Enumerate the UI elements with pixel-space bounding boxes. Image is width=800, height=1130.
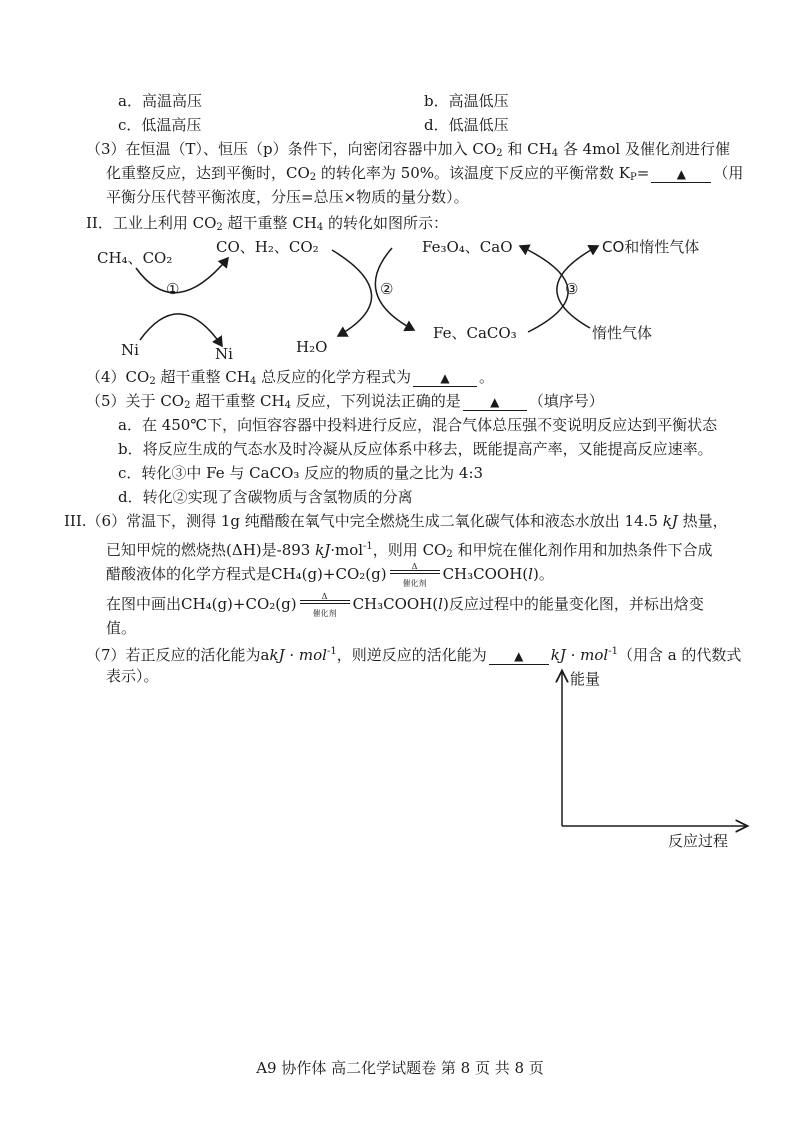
q6-line4: 在图中画出CH₄(g)+CO₂(g) Δ 催化剂 CH₃COOH(l)反应过程中的能量变化图，并标出焓变 xyxy=(106,592,704,618)
y-axis-label: 能量 xyxy=(570,670,601,688)
answer-blank-q3[interactable]: ▲ xyxy=(651,165,711,183)
diagram-products: CO、H₂、CO₂ xyxy=(216,238,319,256)
option-d: d．低温低压 xyxy=(424,116,509,134)
answer-blank-q4[interactable]: ▲ xyxy=(413,369,477,387)
q6-line3: 醋酸液体的化学方程式是CH₄(g)+CO₂(g) Δ 催化剂 CH₃COOH(l)。 xyxy=(106,562,554,588)
q5-option-d: d．转化②实现了含碳物质与含氢物质的分离 xyxy=(118,488,413,506)
q4-line: $(4)CO_2$ 超干重整 $CH_4$ 总反应的化学方程式为 ▲ 。 xyxy=(86,368,494,387)
step2-label: ② xyxy=(380,280,394,298)
q7-line1: （7）若正反应的活化能为akJ · mol$^{-1}$，则逆反应的活化能为 ▲ kJ · mol$^{-1}$（用含 a 的代数式 xyxy=(86,646,742,664)
q3-line3: 平衡分压代替平衡浓度，分压=总压×物质的量分数）。 xyxy=(106,188,469,206)
q3-line1: （3）在恒温（T）、恒压（p）条件下，向密闭容器中加入 $CO_2$ 和 $CH_4$ 各 4mol 及催化剂进行催 xyxy=(86,140,730,159)
diagram-fe3o4-cao: Fe₃O₄、CaO xyxy=(422,238,513,256)
ni-right: Ni xyxy=(215,345,233,363)
diagram-fe-caco3: Fe、CaCO₃ xyxy=(433,324,517,342)
q7-line2: 表示）。 xyxy=(106,667,159,685)
q5-option-a: a．在 450℃下，向恒容容器中投料进行反应，混合气体总压强不变说明反应达到平衡状态 xyxy=(118,416,718,434)
q5-option-c: c．转化③中 Fe 与 CaCO₃ 反应的物质的量之比为 4:3 xyxy=(118,464,484,482)
diagram-inert: 惰性气体 xyxy=(592,324,653,342)
x-axis-label: 反应过程 xyxy=(668,832,729,850)
q5-option-b: b．将反应生成的气态水及时冷凝从反应体系中移去，既能提高产率，又能提高反应速率。 xyxy=(118,440,713,458)
q6-line5: 值。 xyxy=(106,619,137,637)
q6-line1: III.（6）常温下，测得 1g 纯醋酸在氧气中完全燃烧生成二氧化碳气体和液态水放出 14.5 kJ 热量， xyxy=(64,512,728,530)
q5-line: （5）关于 $CO_2$ 超干重整 $CH_4$ 反应，下列说法正确的是 ▲ （填序号） xyxy=(86,392,604,411)
ni-left: Ni xyxy=(121,341,139,359)
q6-line2: 已知甲烷的燃烧热(ΔH)是-893 kJ·mol$^{-1}$，则用 $CO_2$ 和甲烷在催化剂作用和加热条件下合成 xyxy=(106,541,713,560)
page-footer: A9 协作体 高二化学试题卷 第 8 页 共 8 页 xyxy=(256,1059,544,1077)
reaction-arrow-2: Δ 催化剂 xyxy=(300,595,350,611)
option-b: b．高温低压 xyxy=(424,92,509,110)
option-a: a．高温高压 xyxy=(118,92,202,110)
answer-blank-q5[interactable]: ▲ xyxy=(463,393,527,411)
option-c: c．低温高压 xyxy=(118,116,202,134)
reaction-arrow: Δ 催化剂 xyxy=(390,565,440,581)
answer-blank-q7[interactable]: ▲ xyxy=(489,647,549,665)
diagram-co-inert: CO和惰性气体 xyxy=(602,238,700,256)
diagram-water: H₂O xyxy=(296,338,328,356)
q3-line2: 化重整反应，达到平衡时，$CO_2$ 的转化率为 50%。该温度下反应的平衡常数 $K_P=$ ▲ （用 xyxy=(106,164,744,183)
diagram-reactants: CH₄、CO₂ xyxy=(97,249,173,267)
step1-label: ① xyxy=(166,280,180,298)
step3-label: ③ xyxy=(565,280,579,298)
section2-title: II．工业上利用 $CO_2$ 超干重整 $CH_4$ 的转化如图所示： xyxy=(86,214,449,233)
